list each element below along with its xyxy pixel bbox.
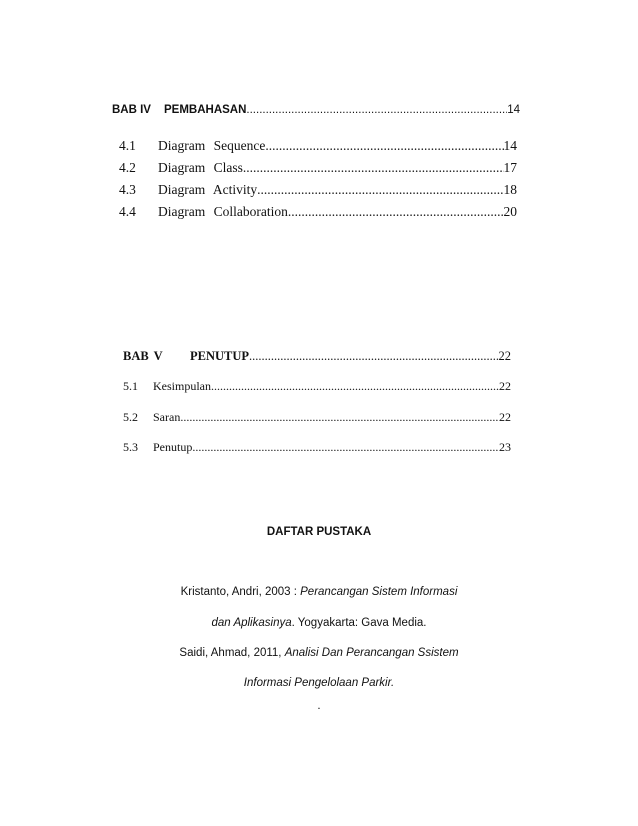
reference-title: Analisi Dan Perancangan Ssistem xyxy=(284,647,459,659)
page-number: 14 xyxy=(503,138,517,153)
section-title: Kesimpulan xyxy=(153,379,211,393)
page-number: 17 xyxy=(503,160,517,175)
reference-title: Perancangan Sistem Informasi xyxy=(300,586,458,598)
section-title: Penutup xyxy=(153,440,193,454)
page-number: 18 xyxy=(503,182,517,197)
toc-chapter-5-heading xyxy=(123,349,511,364)
dot-leader xyxy=(246,104,507,116)
toc-section-5-1 xyxy=(123,379,511,394)
toc-section-5-2 xyxy=(123,410,511,425)
section-title: Diagram Sequence xyxy=(158,138,266,153)
section-number: 5.1 xyxy=(123,379,138,393)
section-title: Diagram Activity xyxy=(158,182,258,197)
dot-leader xyxy=(265,138,503,154)
toc-section-4-1 xyxy=(119,138,517,154)
section-number: 4.3 xyxy=(119,182,136,197)
reference-1-line-1 xyxy=(0,586,638,598)
reference-author: Kristanto, Andri, 2003 : xyxy=(180,586,301,598)
section-number: 4.1 xyxy=(119,138,136,153)
page-number: 23 xyxy=(499,440,511,454)
section-number: 5.3 xyxy=(123,440,138,454)
section-title: Diagram Class xyxy=(158,160,243,175)
page-number: 22 xyxy=(499,410,511,424)
reference-title: Informasi Pengelolaan Parkir. xyxy=(243,677,395,689)
toc-section-4-3 xyxy=(119,182,517,198)
reference-2-line-2 xyxy=(0,677,638,689)
chapter-label: BAB V xyxy=(123,349,163,363)
dot-leader xyxy=(211,379,499,394)
reference-1-line-2 xyxy=(0,617,638,629)
reference-author: Saidi, Ahmad, 2011, xyxy=(179,647,285,659)
references-heading: DAFTAR PUSTAKA xyxy=(266,526,372,538)
toc-section-4-2 xyxy=(119,160,517,176)
chapter-title: PEMBAHASAN xyxy=(164,104,247,116)
section-title: Saran xyxy=(153,410,181,424)
page-number: 20 xyxy=(503,204,517,219)
toc-chapter-4-heading xyxy=(112,104,520,116)
dot-leader xyxy=(288,204,504,220)
dot-leader xyxy=(243,160,504,176)
dot-leader xyxy=(192,440,499,455)
chapter-label: BAB IV xyxy=(112,104,151,116)
toc-section-4-4 xyxy=(119,204,517,220)
reference-title: dan Aplikasinya xyxy=(211,617,292,629)
dot-leader xyxy=(249,349,498,364)
page-number: 22 xyxy=(498,349,511,363)
toc-section-5-3 xyxy=(123,440,511,455)
chapter-title: PENUTUP xyxy=(190,349,250,363)
dot-leader xyxy=(180,410,499,425)
reference-publisher: . Yogyakarta: Gava Media. xyxy=(291,617,427,629)
section-number: 4.2 xyxy=(119,160,136,175)
section-title: Diagram Collaboration xyxy=(158,204,288,219)
page-number: 22 xyxy=(499,379,511,393)
reference-2-line-1 xyxy=(0,647,638,659)
dot-leader xyxy=(257,182,503,198)
section-number: 4.4 xyxy=(119,204,136,219)
section-number: 5.2 xyxy=(123,410,138,424)
trailing-dot: . xyxy=(317,700,321,712)
page-number: 14 xyxy=(507,104,520,116)
